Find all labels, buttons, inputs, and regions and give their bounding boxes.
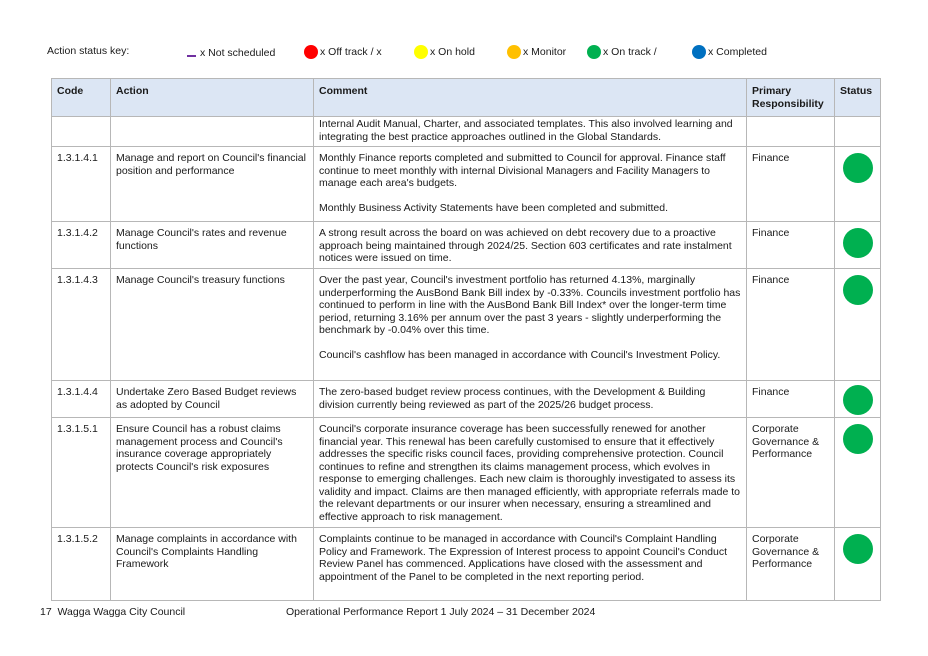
monitor-dot-icon — [507, 45, 521, 59]
cell-status — [835, 147, 881, 222]
on-track-status-icon — [843, 534, 873, 564]
cell-comment: Complaints continue to be managed in accordance with Council's Complaint Handling Policy and Framework. The Expression of Interest process to appoint Council's Conduct Review Panel has commenced. Applications have closed with the assessment and appointment of the Panel to be completed in the next reporting period. — [314, 528, 747, 601]
key-label-on-hold: x On hold — [430, 46, 475, 58]
on-track-status-icon — [843, 424, 873, 454]
comment-paragraph: Council's cashflow has been managed in accordance with Council's Investment Policy. — [319, 348, 721, 361]
on-track-status-icon — [843, 275, 873, 305]
comment-paragraph: Monthly Business Activity Statements have been completed and submitted. — [319, 201, 669, 214]
off-track-dot-icon — [304, 45, 318, 59]
cell-code: 1.3.1.4.4 — [52, 381, 111, 418]
cell-status — [835, 381, 881, 418]
cell-action: Manage complaints in accordance with Council's Complaints Handling Framework — [111, 528, 314, 601]
cell-code — [52, 117, 111, 147]
table-row — [52, 418, 881, 528]
header-action: Action — [111, 79, 314, 117]
header-primary-responsibility — [747, 79, 835, 117]
page-footer-left — [40, 606, 185, 618]
cell-responsibility: Finance — [747, 381, 835, 418]
cell-status — [835, 418, 881, 528]
table-row — [52, 147, 881, 222]
cell-code: 1.3.1.5.2 — [52, 528, 111, 601]
page-number: 17 — [40, 606, 52, 618]
cell-action: Manage and report on Council's financial position and performance — [111, 147, 314, 222]
table-row — [52, 381, 881, 418]
on-track-status-icon — [843, 385, 873, 415]
cell-action: Undertake Zero Based Budget reviews as adopted by Council — [111, 381, 314, 418]
table-row — [52, 269, 881, 381]
comment-paragraph: Monthly Finance reports completed and submitted to Council for approval. Finance staff continue to meet monthly with internal Divisional Managers and Facility Managers to manage each area's budgets. — [319, 152, 726, 189]
cell-code: 1.3.1.5.1 — [52, 418, 111, 528]
footer-report-title: Operational Performance Report 1 July 2024 – 31 December 2024 — [286, 606, 596, 618]
table-row-continuation — [52, 117, 881, 147]
cell-comment: Internal Audit Manual, Charter, and associated templates. This also involved learning and integrating the best practice approaches outlined in the Global Standards. — [314, 117, 747, 147]
comment-paragraph: Over the past year, Council's investment portfolio has returned 4.13%, marginally underperforming the AusBond Bank Bill index by -0.33%. Councils investment portfolio has continued to perform in line with the AusBond Bank Bill Index* over the longer-term time period, returning 3.16% per annum over the past 3 years - slightly underperforming the benchmark by -0.04% over this time. — [319, 274, 741, 336]
cell-status — [835, 222, 881, 269]
on-track-status-icon — [843, 153, 873, 183]
cell-comment: Council's corporate insurance coverage has been successfully renewed for another financial year. This renewal has been carefully customised to ensure that it effectively addresses the specific risks council faces, providing comprehensive protection. Council continues to refine and strengthen its claims management process, which evolves in response to emerging challenges. Each new claim is thoroughly investigated to assess its validity and impact. Claims are then managed efficiently, with appropriate referrals made to the relevant departments or our insurer when necessary, ensuring a streamlined and effective approach to risk management. — [314, 418, 747, 528]
key-label-off-track: x Off track / x — [320, 46, 382, 58]
cell-action — [111, 117, 314, 147]
key-item-on-track — [587, 45, 657, 59]
cell-code: 1.3.1.4.2 — [52, 222, 111, 269]
key-label-on-track: x On track / — [603, 46, 657, 58]
table-row — [52, 222, 881, 269]
cell-responsibility — [747, 117, 835, 147]
key-item-monitor — [507, 45, 566, 59]
footer-organisation: Wagga Wagga City Council — [57, 606, 186, 618]
cell-responsibility: Finance — [747, 269, 835, 381]
table-row — [52, 528, 881, 601]
header-responsibility-line-2: Responsibility — [752, 97, 824, 110]
cell-status — [835, 528, 881, 601]
on-track-dot-icon — [587, 45, 601, 59]
header-code: Code — [52, 79, 111, 117]
cell-status — [835, 269, 881, 381]
not-scheduled-dash-icon — [187, 55, 196, 57]
key-label-monitor: x Monitor — [523, 46, 567, 58]
cell-comment: A strong result across the board on was achieved on debt recovery due to a proactive approach being maintained through 2024/25. Section 603 certificates and rate instalment notices were issued on time. — [314, 222, 747, 269]
header-status: Status — [835, 79, 881, 117]
completed-dot-icon — [692, 45, 706, 59]
cell-status — [835, 117, 881, 147]
actions-table — [51, 78, 881, 601]
cell-action: Manage Council's rates and revenue functions — [111, 222, 314, 269]
cell-responsibility: Finance — [747, 222, 835, 269]
cell-action: Manage Council's treasury functions — [111, 269, 314, 381]
status-key-title: Action status key: — [47, 45, 130, 57]
status-key — [47, 41, 887, 61]
cell-responsibility: Corporate Governance & Performance — [747, 418, 835, 528]
cell-responsibility: Corporate Governance & Performance — [747, 528, 835, 601]
key-item-not-scheduled — [187, 45, 275, 57]
cell-action: Ensure Council has a robust claims management process and Council's insurance coverage appropriately protects Council's risk exposures — [111, 418, 314, 528]
cell-code: 1.3.1.4.3 — [52, 269, 111, 381]
key-label-completed: x Completed — [708, 46, 767, 58]
key-item-completed — [692, 45, 767, 59]
header-comment: Comment — [314, 79, 747, 117]
on-track-status-icon — [843, 228, 873, 258]
key-item-on-hold — [414, 45, 475, 59]
cell-comment: The zero-based budget review process continues, with the Development & Building division currently being reviewed as part of the 2025/26 budget process. — [314, 381, 747, 418]
cell-responsibility: Finance — [747, 147, 835, 222]
header-responsibility-line-1: Primary — [752, 85, 792, 97]
on-hold-dot-icon — [414, 45, 428, 59]
cell-comment — [314, 147, 747, 222]
table-header-row — [52, 79, 881, 117]
cell-code: 1.3.1.4.1 — [52, 147, 111, 222]
key-label-not-scheduled: x Not scheduled — [200, 47, 276, 59]
cell-comment — [314, 269, 747, 381]
key-item-off-track — [304, 45, 382, 59]
